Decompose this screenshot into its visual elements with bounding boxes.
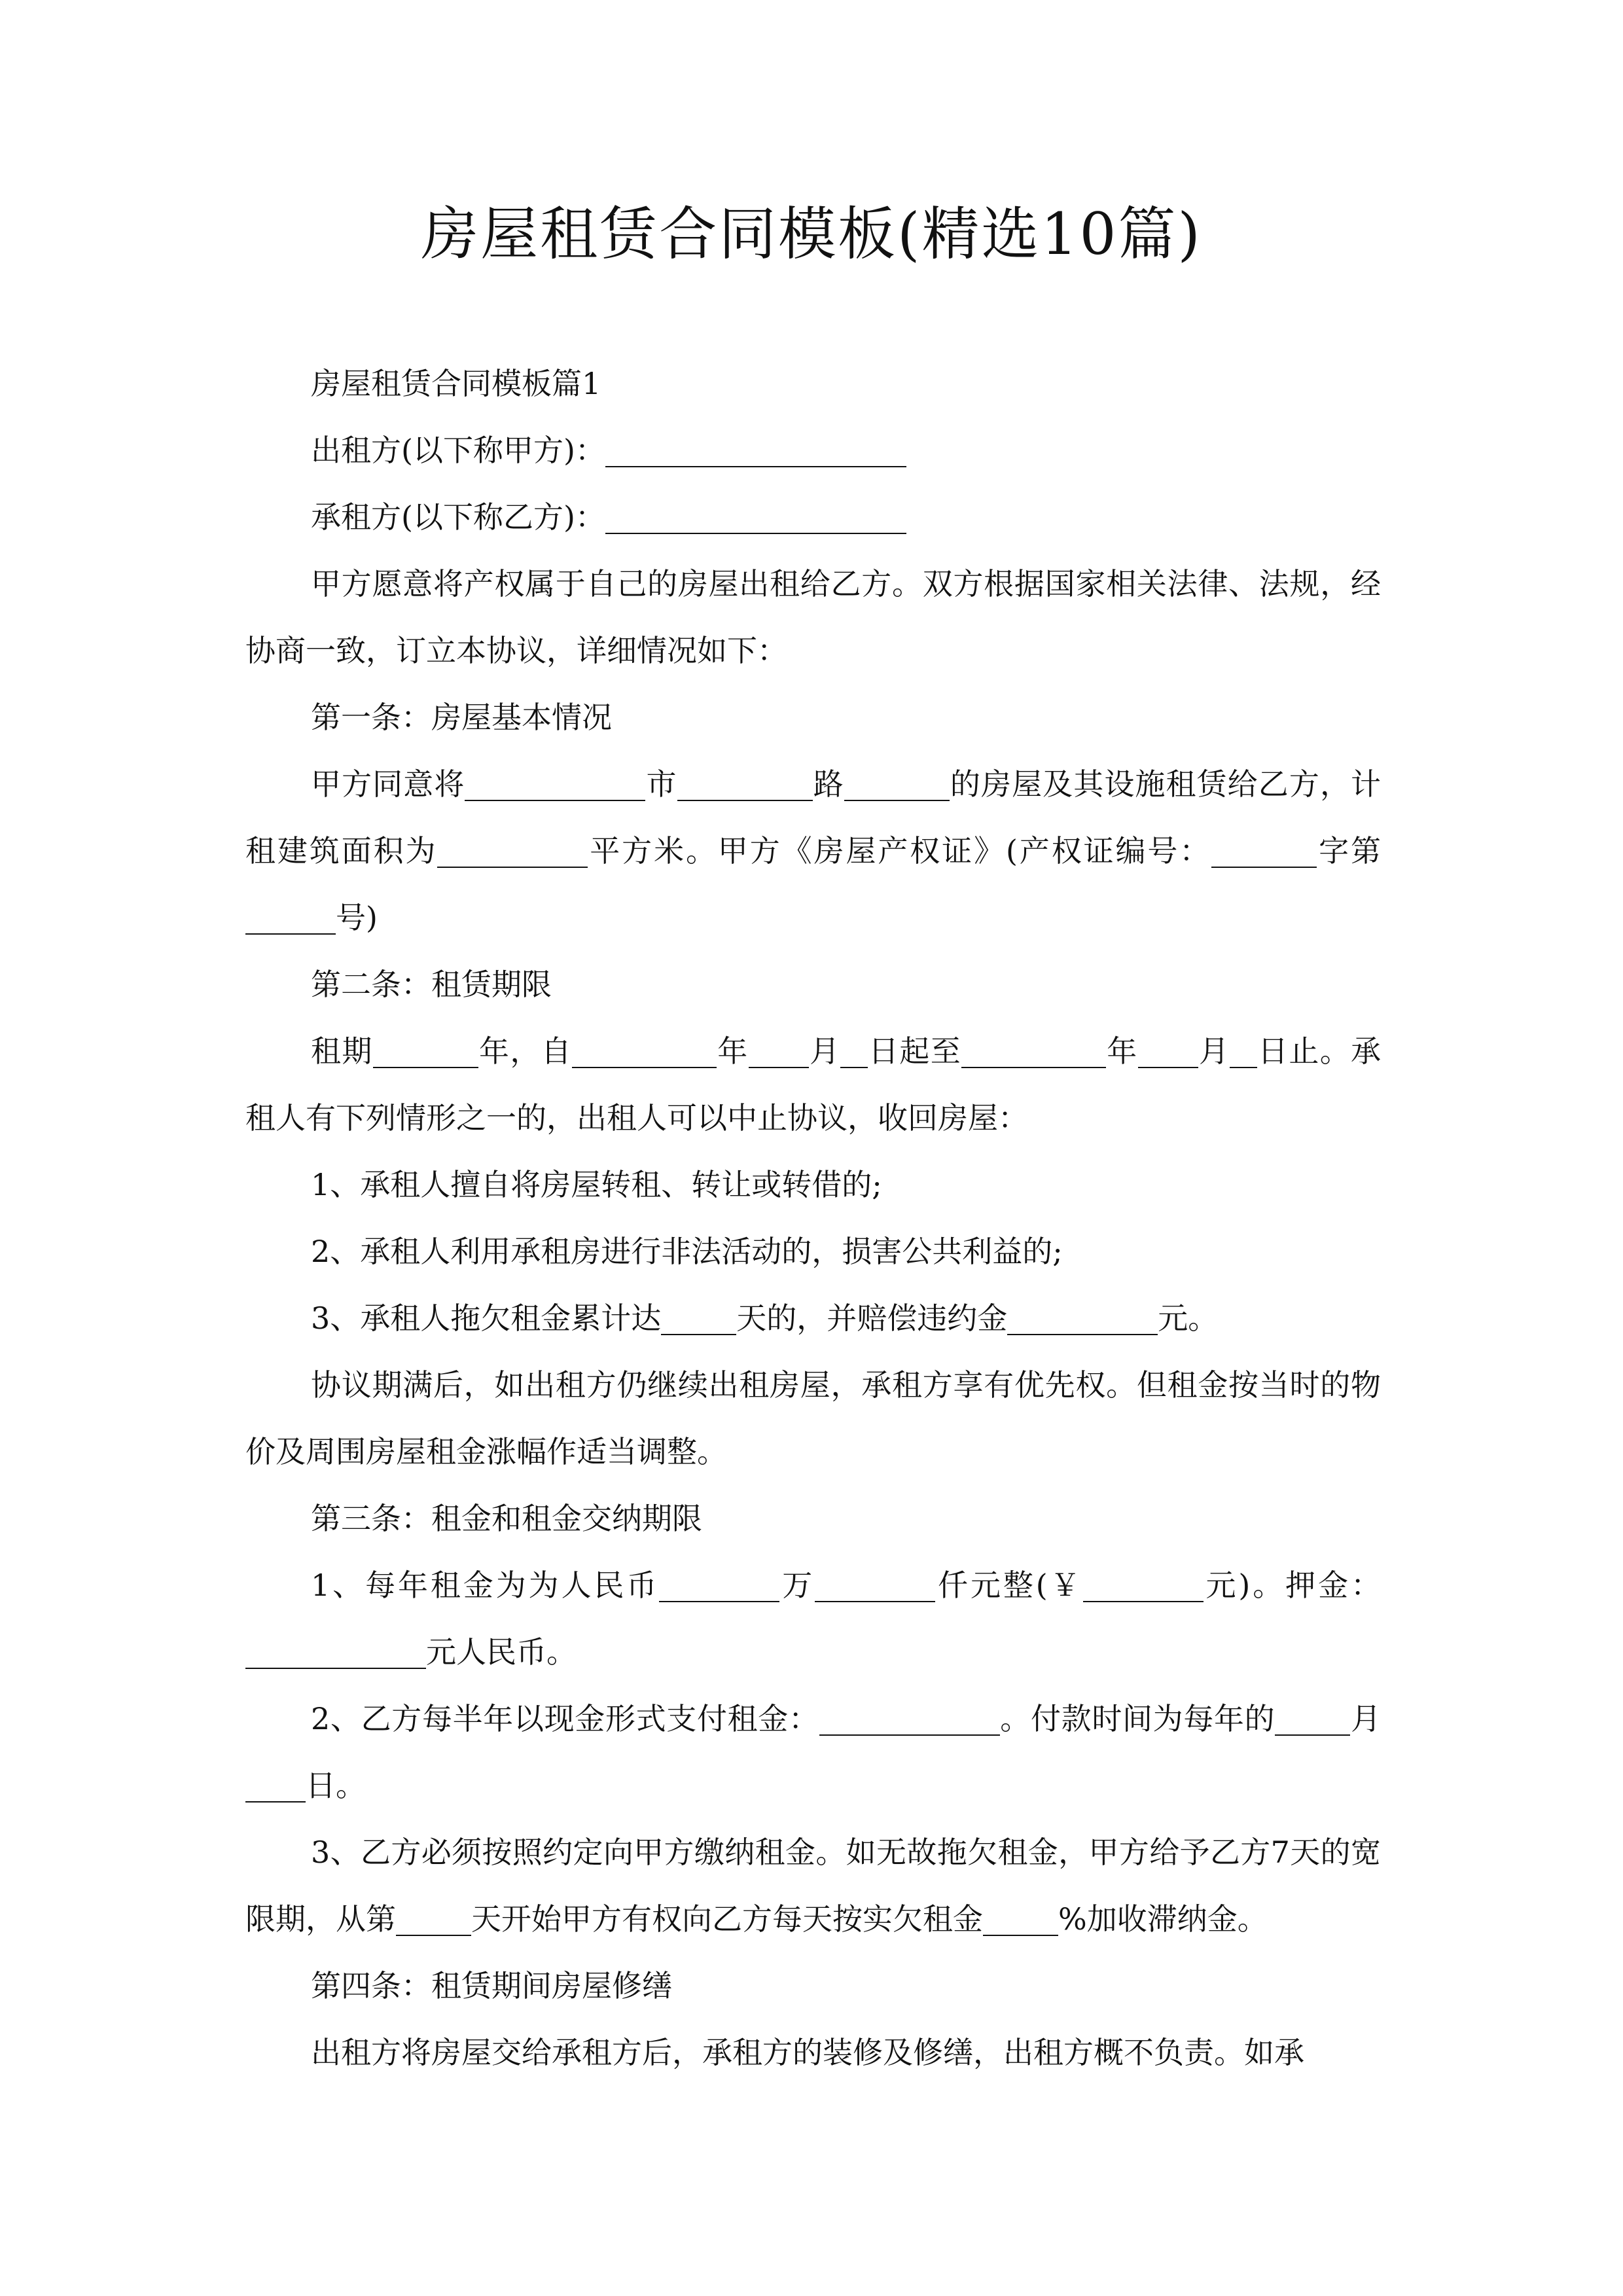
paragraph-text: 元。 <box>1158 1300 1219 1336</box>
article-4-heading <box>245 1952 1381 2019</box>
fill-in-blank[interactable] <box>819 1703 1000 1736</box>
fill-in-blank[interactable] <box>983 1903 1058 1936</box>
fill-in-blank[interactable] <box>749 1035 809 1068</box>
article-2-item-2 <box>245 1218 1381 1285</box>
paragraph-text: 2、乙方每半年以现金形式支付租金： <box>311 1701 819 1736</box>
fill-in-blank[interactable] <box>437 835 588 868</box>
paragraph-text: 元)。押金： <box>1203 1568 1381 1603</box>
paragraph-text: 第四条：租赁期间房屋修缮 <box>311 1968 672 2003</box>
fill-in-blank[interactable] <box>245 1770 306 1803</box>
intro-paragraph <box>245 550 1381 684</box>
fill-in-blank[interactable] <box>1007 1302 1158 1335</box>
fill-in-blank[interactable] <box>844 768 950 801</box>
paragraph-text: 3、承租人拖欠租金累计达 <box>311 1300 662 1336</box>
article-2-body <box>245 1018 1381 1151</box>
fill-in-blank[interactable] <box>572 1035 717 1068</box>
paragraph-text: 协议期满后，如出租方仍继续出租房屋，承租方享有优先权。但租金按当时的物价及周围房屋租金涨幅作适当调整。 <box>245 1367 1381 1469</box>
page-title: 房屋租赁合同模板(精选10篇) <box>421 200 1202 268</box>
fill-in-blank[interactable] <box>1138 1035 1198 1068</box>
paragraph-text: 2、承租人利用承租房进行非法活动的，损害公共利益的; <box>311 1234 1063 1269</box>
paragraph-text: 甲方同意将 <box>311 766 465 802</box>
paragraph-text: 号) <box>336 900 378 935</box>
article-1-heading <box>245 684 1381 751</box>
fill-in-blank[interactable] <box>840 1035 867 1068</box>
paragraph-text: 日起至 <box>867 1033 962 1069</box>
paragraph-text: 第一条：房屋基本情况 <box>311 700 612 735</box>
fill-in-blank[interactable] <box>1275 1703 1350 1736</box>
paragraph-text: 第二条：租赁期限 <box>311 967 552 1002</box>
fill-in-blank[interactable] <box>605 435 906 467</box>
paragraph-text: 仟元整(￥ <box>935 1568 1083 1603</box>
paragraph-text: 租期 <box>311 1033 373 1069</box>
paragraph-text: 月 <box>1350 1701 1381 1736</box>
article-3-item-3 <box>245 1819 1381 1952</box>
paragraph-text: 平方米。甲方《房屋产权证》(产权证编号： <box>588 833 1212 869</box>
paragraph-text: 月 <box>808 1033 841 1069</box>
article-4-body <box>245 2019 1381 2086</box>
paragraph-text: %加收滞纳金。 <box>1058 1901 1268 1937</box>
renewal-paragraph <box>245 1352 1381 1485</box>
paragraph-text: 出租方将房屋交给承租方后，承租方的装修及修缮，出租方概不负责。如承 <box>311 2035 1304 2070</box>
lessee-line <box>245 484 1381 550</box>
fill-in-blank[interactable] <box>961 1035 1106 1068</box>
fill-in-blank[interactable] <box>659 1570 779 1602</box>
fill-in-blank[interactable] <box>1083 1570 1204 1602</box>
paragraph-text: 1、每年租金为为人民币 <box>311 1568 660 1603</box>
paragraph-text: 第三条：租金和租金交纳期限 <box>311 1501 702 1536</box>
article-3-heading <box>245 1485 1381 1552</box>
paragraph-text: 天开始甲方有权向乙方每天按实欠租金 <box>471 1901 983 1937</box>
paragraph-text: 年，自 <box>478 1033 573 1069</box>
article-2-item-1 <box>245 1151 1381 1218</box>
fill-in-blank[interactable] <box>245 902 336 935</box>
fill-in-blank[interactable] <box>1230 1035 1257 1068</box>
section-heading <box>245 350 1381 417</box>
fill-in-blank[interactable] <box>661 1302 736 1335</box>
fill-in-blank[interactable] <box>465 768 645 801</box>
paragraph-text: 房屋租赁合同模板篇1 <box>311 366 601 401</box>
paragraph-text: 甲方愿意将产权属于自己的房屋出租给乙方。双方根据国家相关法律、法规，经协商一致，订立本协议，详细情况如下： <box>245 566 1381 668</box>
paragraph-text: 出租方(以下称甲方)： <box>311 433 605 468</box>
paragraph-text: 日止。承租人有下列情形之一的，出租人可以中止协议，收回房屋： <box>245 1033 1382 1136</box>
paragraph-text: 承租方(以下称乙方)： <box>311 499 605 535</box>
article-3-item-2 <box>245 1685 1381 1819</box>
paragraph-text: 3、乙方必须按照约定向甲方缴纳租金。如无故拖欠租金，甲方给予乙方7天的宽限期，从第 <box>245 1835 1381 1937</box>
fill-in-blank[interactable] <box>815 1570 935 1602</box>
fill-in-blank[interactable] <box>245 1636 426 1669</box>
paragraph-text: 字第 <box>1317 833 1381 869</box>
article-1-body <box>245 751 1381 951</box>
fill-in-blank[interactable] <box>396 1903 471 1936</box>
lessor-line <box>245 417 1381 484</box>
fill-in-blank[interactable] <box>373 1035 478 1068</box>
paragraph-text: 年 <box>1105 1033 1138 1069</box>
article-2-heading <box>245 951 1381 1018</box>
paragraph-text: 市 <box>645 766 677 802</box>
paragraph-text: 的房屋及其设施租赁给乙方，计租建筑面积为 <box>245 766 1382 869</box>
paragraph-text: 。付款时间为每年的 <box>999 1701 1275 1736</box>
fill-in-blank[interactable] <box>1211 835 1317 868</box>
article-2-item-3 <box>245 1285 1381 1352</box>
paragraph-text: 天的，并赔偿违约金 <box>736 1300 1008 1336</box>
paragraph-text: 年 <box>716 1033 749 1069</box>
paragraph-text: 万 <box>779 1568 815 1603</box>
fill-in-blank[interactable] <box>677 768 813 801</box>
paragraph-text: 月 <box>1198 1033 1230 1069</box>
paragraph-text: 1、承租人擅自将房屋转租、转让或转借的; <box>311 1167 882 1202</box>
document-body <box>245 350 1381 2086</box>
fill-in-blank[interactable] <box>605 501 906 534</box>
paragraph-text: 元人民币。 <box>426 1634 577 1670</box>
paragraph-text: 日。 <box>306 1768 366 1803</box>
paragraph-text: 路 <box>812 766 844 802</box>
article-3-item-1 <box>245 1552 1381 1685</box>
